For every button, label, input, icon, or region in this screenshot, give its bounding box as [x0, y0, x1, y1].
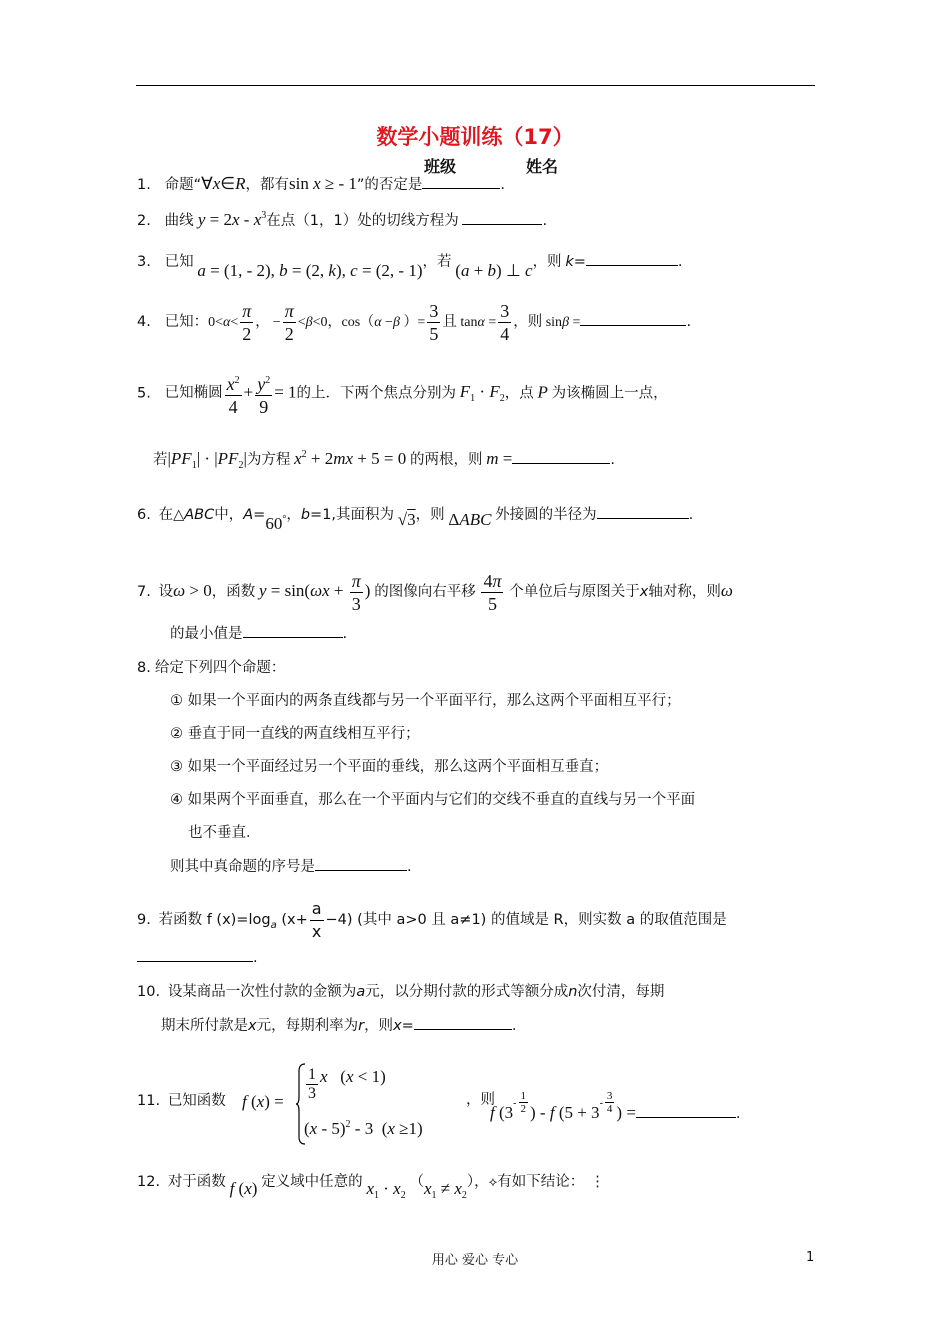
q11-case-2: (x - 5)$^2$ - 3 (x ≥1)	[304, 1119, 423, 1138]
q8-ask: 则其中真命题的序号是 .	[170, 855, 412, 876]
question-10-cont: 期末所付款是x元，每期利率为r，则x= .	[161, 1014, 516, 1035]
q12-glyph: ⟡	[488, 1175, 498, 1190]
q11-case-1: $\frac{1}{3}$ x (x < 1)	[308, 1066, 386, 1102]
q1-quantifier: ∀x∈R	[201, 174, 246, 193]
class-label: 班级	[424, 157, 457, 176]
q1-math: sin x ≥ - 1	[289, 174, 357, 193]
q6-triangle: ΔABC	[448, 510, 492, 529]
q4-tan: tanα =	[456, 314, 497, 330]
q5-distances: $|PF_1| \cdot |PF_2|$	[167, 449, 247, 471]
page-title: 数学小题训练（17）	[376, 125, 574, 149]
question-7-cont: 的最小值是 .	[170, 622, 347, 643]
q7-function: y = sin(ωx +	[258, 580, 348, 600]
q9-a-over-x: $\frac{a}{x}$	[311, 899, 322, 941]
q8-item-1: ① 如果一个平面内的两条直线都与另一个平面平行，那么这两个平面相互平行；	[170, 693, 681, 709]
q3-vectors: a = (1, - 2), b = (2, k), c = (2, - 1)	[197, 261, 423, 280]
answer-blank-4[interactable]	[580, 311, 686, 326]
question-1: 1. 命题“∀x∈R，都有sin x ≥ - 1”的否定是 .	[137, 174, 506, 193]
q5-x2-over-4: $\frac{x^2}{4}$	[225, 370, 242, 418]
question-12: 12. 对于函数 f (x) 定义域中任意的 $x_1 \cdot x_2$ $(x_1 \ne x_2)$，⟡有如下结论： ⋮	[137, 1174, 605, 1201]
answer-blank-10[interactable]	[414, 1015, 512, 1030]
answer-blank-7[interactable]	[243, 623, 343, 638]
q2-curve: $y = 2x - x^3$	[197, 210, 267, 229]
q4-sin: sinβ =	[542, 314, 581, 330]
q12-neq: $x_1 \ne x_2$	[423, 1179, 467, 1201]
q6-angle: 60°	[265, 514, 287, 533]
q5-y2-over-9: $\frac{y^2}{9}$	[255, 370, 272, 418]
q4-pi-over-2b: $\frac{\pi}{2}$	[284, 301, 294, 344]
answer-blank-11[interactable]	[636, 1103, 736, 1118]
answer-blank-2[interactable]	[462, 210, 542, 225]
header-rule	[136, 85, 815, 86]
q6-sqrt3: √3	[397, 510, 416, 529]
question-5: 5. 已知椭圆 $\frac{x^2}{4}$ + $\frac{y^2}{9}$ = 1的上．下两个焦点分别为 $F_1 \cdot F_2$，点 P 为该椭圆上一点，	[137, 370, 668, 418]
answer-blank-8[interactable]	[315, 856, 407, 871]
q11-ask: ，则	[466, 1092, 495, 1108]
name-label: 姓名	[526, 157, 559, 176]
q11-expression: f (3- $\frac{1}{2}$ ) - f (5 + 3- $\frac{3}{4}$ ) = .	[490, 1090, 741, 1122]
q4-three-quarters: $\frac{3}{4}$	[500, 301, 510, 344]
question-9-cont: .	[137, 947, 258, 967]
q11-fx: f (x) =	[242, 1092, 284, 1111]
answer-blank-5[interactable]	[512, 449, 610, 464]
question-7: 7. 设ω > 0，函数 y = sin(ωx + $\frac{\pi}{3}$ ) 的图像向右平移 $\frac{4\pi}{5}$ 个单位后与原图关于x轴对称，则ω	[137, 571, 733, 614]
q4-three-fifths: $\frac{3}{5}$	[429, 301, 439, 344]
question-9: 9. 若函数 f $(x)=\log_a$ (x+ $\frac{a}{x}$ −4) (其中 a>0 且 a≠1) 的值域是 R，则实数 a 的取值范围是	[137, 899, 727, 941]
footer-slogan: 用心 爱心 专心	[431, 1253, 519, 1268]
q8-item-2: ② 垂直于同一直线的两直线相互平行；	[170, 726, 420, 742]
q12-x1-x2: $x_1 \cdot x_2$	[366, 1179, 406, 1201]
q4-alpha-range: 0<α<	[208, 314, 239, 330]
q7-pi-over-3: $\frac{\pi}{3}$	[351, 571, 361, 614]
q8-item-3: ③ 如果一个平面经过另一个平面的垂线，那么这两个平面相互垂直；	[170, 759, 609, 775]
question-2: 2. 曲线 $y = 2x - x^3$在点（1，1）处的切线方程为 .	[137, 210, 548, 229]
q5-foci: $F_1 \cdot F_2$	[459, 382, 505, 405]
q5-point-p: P	[537, 382, 548, 402]
q12-fx: f (x)	[229, 1179, 258, 1198]
q4-pi-over-2: $\frac{\pi}{2}$	[242, 301, 252, 344]
question-4: 4. 已知：0<α< $\frac{\pi}{2}$ ， − $\frac{\pi}{2}$ <β<0，cos（α −β ）= $\frac{3}{5}$ 且 tanα = $\frac{3}{4}$ ，则 sinβ = .	[137, 301, 692, 344]
page-number: 1	[806, 1250, 815, 1265]
answer-blank-9[interactable]	[137, 947, 253, 962]
q4-beta-range: ， −	[255, 314, 281, 330]
question-6: 6. 在△ABC中，A=60°，b=1,其面积为 √3，则 ΔABC 外接圆的半径为 .	[137, 503, 693, 524]
question-8: 8. 给定下列四个命题：	[137, 660, 286, 676]
q7-shift: $\frac{4\pi}{5}$	[483, 571, 502, 614]
q3-condition: (a + b) ⊥ c	[455, 261, 533, 280]
question-11: 11. 已知函数	[137, 1093, 226, 1109]
q7-omega: ω	[720, 580, 733, 600]
q8-item-4-cont: 也不垂直．	[188, 825, 261, 841]
q5-m: m	[486, 449, 499, 468]
q8-item-4: ④ 如果两个平面垂直，那么在一个平面内与它们的交线不垂直的直线与另一个平面	[170, 792, 696, 808]
question-5-cont: 若$|PF_1| \cdot |PF_2|$为方程 $x^2 + 2mx + 5 = 0$ 的两根，则 m = .	[153, 449, 615, 471]
question-3: 3. 已知 a = (1, - 2), b = (2, k), c = (2, - 1)，若 (a + b) ⊥ c，则 k= .	[137, 250, 682, 271]
answer-blank-6[interactable]	[597, 504, 689, 519]
q5-equation: $x^2 + 2mx + 5 = 0$	[294, 449, 407, 468]
answer-blank-3[interactable]	[586, 251, 678, 266]
q4-cos: <β<0，cos（α −β ）=	[297, 314, 426, 330]
question-10: 10. 设某商品一次性付款的金额为a元，以分期付款的形式等额分成n次付清，每期	[137, 984, 665, 1000]
answer-blank-1[interactable]	[422, 174, 500, 189]
q7-omega-pos: ω > 0	[173, 580, 212, 600]
